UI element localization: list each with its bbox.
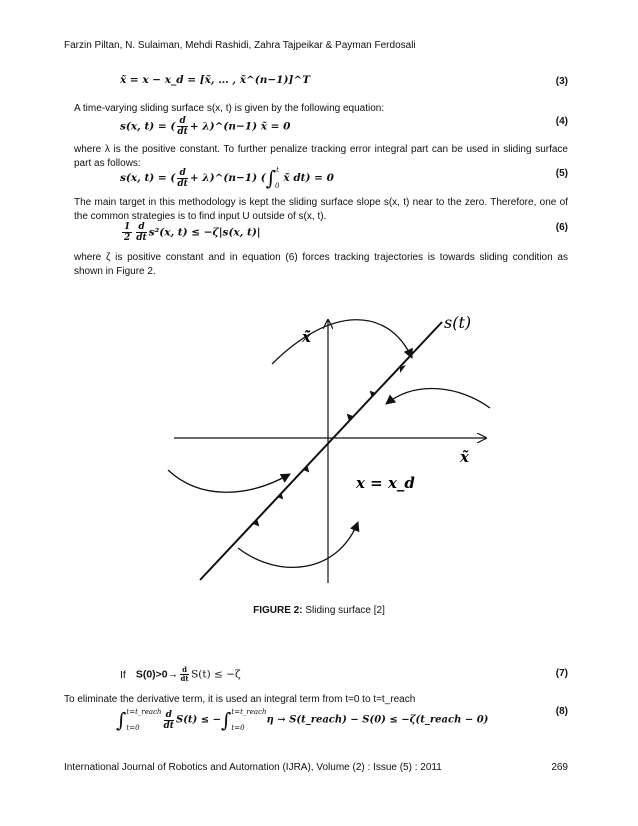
trajectory-bottom	[238, 522, 358, 567]
paragraph-1: A time-varying sliding surface s(x, t) is given by the following equation:	[74, 103, 385, 114]
eq7-fraction: $\frac{d}{dt}$	[180, 665, 189, 683]
trajectory-right	[386, 389, 490, 408]
journal-footer: International Journal of Robotics and Automation (IJRA), Volume (2) : Issue (5) : 2011	[64, 762, 442, 773]
surface-arrow-4	[303, 466, 311, 474]
eq7-prefix: If	[120, 668, 126, 681]
eq4-rhs: + λ)^(n−1) x̃ = 0	[189, 120, 291, 133]
eq7-condition: S(0)>0→	[135, 668, 179, 681]
y-axis-label: x̃̇	[302, 328, 311, 346]
equation-4-number: (4)	[555, 116, 568, 127]
trajectory-left	[168, 470, 290, 492]
paragraph-2: where λ is the positive constant. To further penalize tracking error integral part can be used in sliding surface part as follows:	[74, 144, 568, 169]
eq6-rhs: s²(x, t) ≤ −ζ|s(x, t)|	[148, 226, 261, 239]
running-header: Farzin Piltan, N. Sulaiman, Mehdi Rashidi, Zahra Tajpeikar & Payman Ferdosali	[64, 40, 416, 51]
eq4-lhs: s(x, t) = (	[120, 120, 176, 133]
equation-7-number: (7)	[555, 668, 568, 679]
paragraph-5: To eliminate the derivative term, it is used an integral term from t=0 to t=t_reach	[64, 694, 416, 705]
integral-sign-2: ∫	[221, 708, 232, 732]
paragraph-4: where ζ is positive constant and in equation (6) forces tracking trajectories is towards sliding condition as shown in Figure 2.	[74, 252, 568, 277]
eq5-lhs: s(x, t) = (	[120, 172, 176, 184]
eq5-rhs: ) = 0	[305, 172, 334, 184]
equation-7	[120, 666, 241, 683]
eq6-fraction-ddt: $\frac{d}{dt}$	[136, 222, 147, 243]
eq5-fraction: $\frac{d}{dt}$	[177, 167, 188, 189]
eq7-rhs: S(t) ≤ −ζ	[191, 668, 241, 681]
equation-3: x̃ = x − x_d = [x̃, … , x̃^(n−1)]^T	[120, 74, 311, 86]
eq8-fraction: $\frac{d}{dt}$	[163, 709, 174, 731]
eq5-mid: + λ)^(n−1) (	[189, 172, 266, 184]
equation-6-number: (6)	[555, 222, 568, 233]
surface-arrow-5	[277, 493, 285, 501]
trajectory-top	[272, 320, 412, 364]
integral-sign-1: ∫	[116, 708, 127, 732]
eq8-limits-2: t=t_reach t=0	[231, 708, 267, 732]
origin-label: x = x_d	[356, 474, 415, 492]
integral-sign: ∫	[265, 166, 277, 190]
eq5-integrand: x̃ dt	[283, 172, 306, 184]
eq8-mid: S(t) ≤ −	[175, 714, 221, 726]
equation-8-number: (8)	[555, 706, 568, 717]
equation-5	[120, 166, 334, 190]
equation-4	[120, 116, 290, 137]
surface-arrow-2	[368, 389, 376, 397]
sliding-surface-figure	[160, 298, 500, 593]
eq8-rhs: η → S(t_reach) − S(0) ≤ −ζ(t_reach − 0)	[266, 714, 489, 726]
x-axis-label: x̃	[460, 448, 469, 466]
eq5-limits: t0	[274, 166, 280, 190]
paragraph-3: The main target in this methodology is kept the sliding surface slope s(x, t) near to the zero. Therefore, one of the common strategies is to find input U outside of s(x, t).	[74, 197, 568, 222]
surface-label: s(t)	[444, 313, 472, 332]
eq4-fraction: $\frac{d}{dt}$	[177, 116, 188, 137]
equation-6	[120, 222, 261, 243]
eq6-fraction-half: $\frac{1}{2}$	[124, 222, 131, 243]
sliding-surface-line	[200, 322, 442, 580]
figure-caption: FIGURE 2: Sliding surface [2]	[253, 605, 385, 616]
equation-8	[116, 708, 488, 732]
eq8-limits-1: t=t_reach t=0	[126, 708, 162, 732]
equation-5-number: (5)	[555, 168, 568, 179]
equation-3-number: (3)	[555, 76, 568, 87]
page-number: 269	[551, 762, 568, 773]
